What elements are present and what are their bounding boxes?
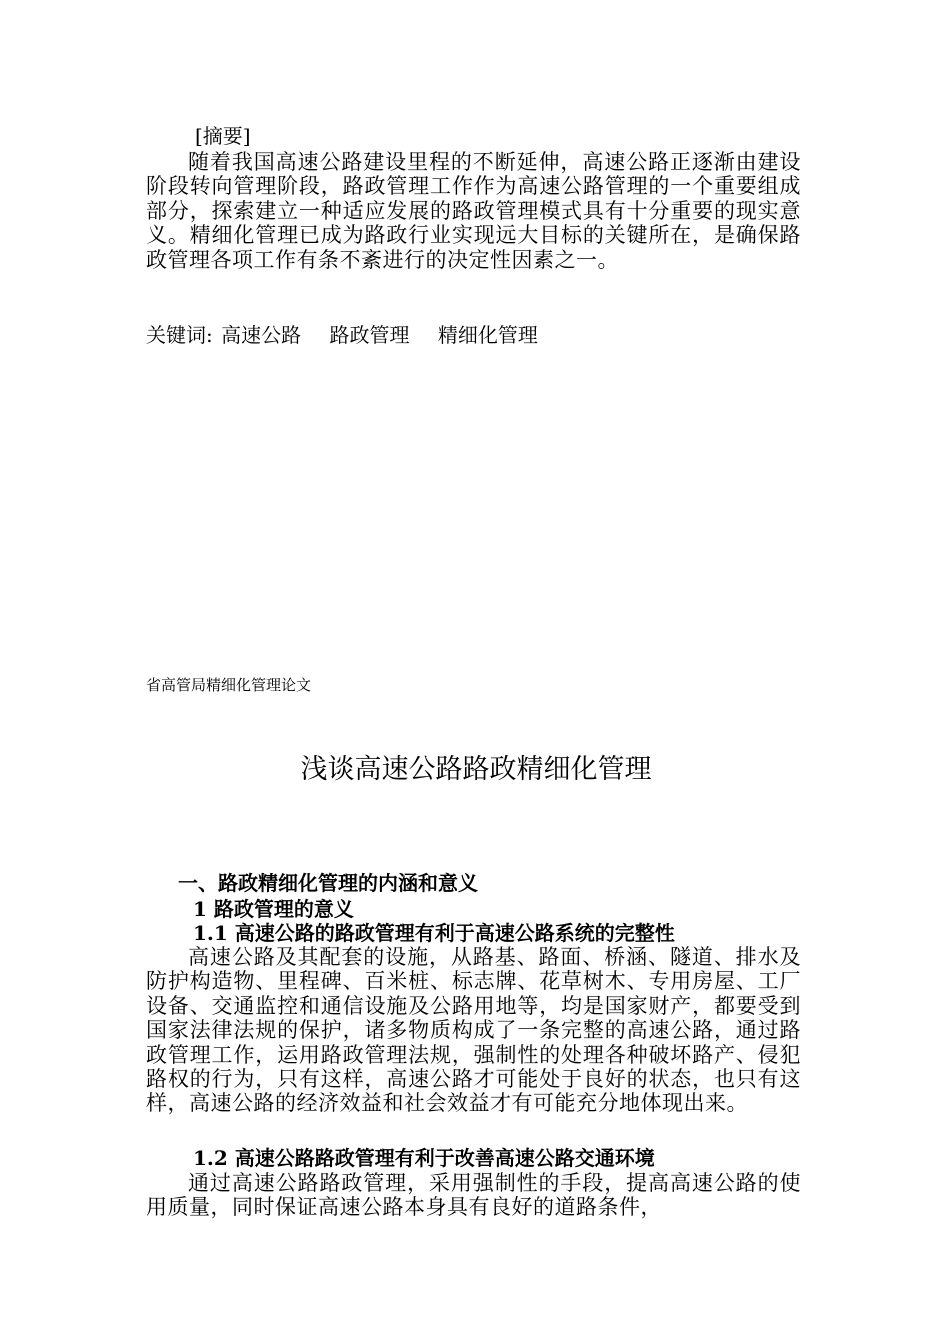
running-head: 省高管局精细化管理论文 <box>146 676 312 694</box>
keywords-line <box>146 322 560 348</box>
keywords-label: 关键词: <box>146 323 213 347</box>
document-page <box>146 0 806 1344</box>
subsection-heading: 1 路政管理的意义 <box>193 897 354 921</box>
body-paragraph: 高速公路及其配套的设施，从路基、路面、桥涵、隧道、排水及防护构造物、里程碑、百米桩、标志牌、花草树木、专用房屋、工厂设备、交通监控和通信设施及公路用地等，均是国家财产，都要受到国家法律法规的保护，诸多物质构成了一条完整的高速公路，通过路政管理工作，运用路政管理法规，强制性的处理各种破坏路产、侵犯路权的行为，只有这样，高速公路才可能处于良好的状态，也只有这样，高速公路的经济效益和社会效益才有可能充分地体现出来。 <box>146 945 801 1116</box>
section-heading: 一、路政精细化管理的内涵和意义 <box>178 871 478 895</box>
keyword-item: 精细化管理 <box>437 323 538 347</box>
keyword-item: 高速公路 <box>221 323 302 347</box>
subsubsection-heading: 1.2 高速公路路政管理有利于改善高速公路交通环境 <box>193 1146 655 1170</box>
abstract-text: 随着我国高速公路建设里程的不断延伸，高速公路正逐渐由建设阶段转向管理阶段，路政管理工作作为高速公路管理的一个重要组成部分，探索建立一种适应发展的路政管理模式具有十分重要的现实意义。精细化管理已成为路政行业实现远大目标的关键所在，是确保路政管理各项工作有条不紊进行的决定性因素之一。 <box>146 150 801 272</box>
abstract-label: [摘要] <box>195 124 251 148</box>
subsubsection-heading: 1.1 高速公路的路政管理有利于高速公路系统的完整性 <box>193 921 675 945</box>
keyword-item: 路政管理 <box>329 323 410 347</box>
document-title: 浅谈高速公路路政精细化管理 <box>300 754 652 785</box>
body-paragraph: 通过高速公路路政管理，采用强制性的手段，提高高速公路的使用质量，同时保证高速公路本身具有良好的道路条件， <box>146 1171 801 1220</box>
